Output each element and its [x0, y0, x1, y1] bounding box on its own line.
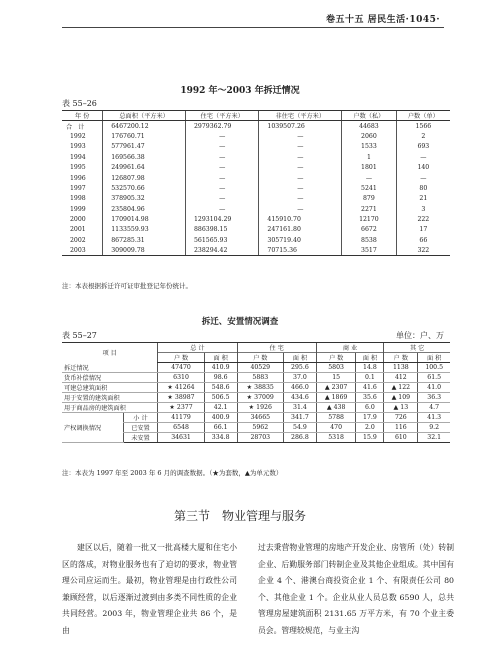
- section-number: 第三节: [173, 509, 210, 523]
- table2-item-header: 项 目: [62, 343, 158, 363]
- table2-value-cell: 506.5: [204, 392, 237, 402]
- table2-value-cell: 41.3: [418, 412, 450, 422]
- table1-value-cell: 21: [396, 194, 450, 204]
- table2-value-cell: 42.1: [204, 402, 237, 412]
- table2-value-cell: 5788: [316, 412, 356, 422]
- table1-value-cell: 17: [396, 225, 450, 235]
- table1-year-cell: 1997: [70, 184, 86, 192]
- table2-value-cell: 40529: [237, 363, 283, 373]
- table2-value-cell: 66.1: [204, 422, 237, 432]
- table2-value-cell: 28703: [237, 432, 283, 442]
- table2-sub-header: 户 数: [237, 353, 283, 363]
- table2-value-cell: 14.8: [356, 363, 384, 373]
- table1-value-cell: 561565.93: [185, 235, 258, 245]
- table1-value-cell: —: [259, 131, 342, 141]
- table2-row: [62, 402, 450, 412]
- table2-value-cell: 116: [384, 422, 418, 432]
- table1-value-cell: 886398.15: [185, 225, 258, 235]
- table2-value-cell: 100.5: [418, 363, 450, 373]
- table2-value-cell: 61.5: [418, 372, 450, 382]
- table2-value-cell: 34631: [158, 432, 204, 442]
- table2-value-cell: 41.6: [356, 382, 384, 392]
- table2-note: 注：本表为 1997 年至 2003 年 6 月的调查数据。（★为套数，▲为单元数）: [62, 469, 283, 477]
- table2-value-cell: 5803: [316, 363, 356, 373]
- table2-value-cell: 286.8: [284, 432, 317, 442]
- table2-row-label: 拆迁情况: [62, 363, 158, 373]
- table2-value-cell: ★ 37009: [237, 392, 283, 402]
- table1-row: [62, 173, 450, 183]
- table2-sub-header: 面 积: [284, 353, 317, 363]
- table1-year-cell: 1998: [70, 195, 86, 203]
- table1-value-cell: 322: [396, 246, 450, 256]
- table2-row: [62, 372, 450, 382]
- table2-value-cell: 2.0: [356, 422, 384, 432]
- table1-column-header: 年 份: [62, 111, 103, 121]
- table1-total-row: [62, 121, 450, 131]
- table2-value-cell: ▲ 122: [384, 382, 418, 392]
- table1-value-cell: 577961.47: [103, 142, 186, 152]
- table2-value-cell: 334.8: [204, 432, 237, 442]
- table1-value-cell: 1709014.98: [103, 214, 186, 224]
- resettlement-table: [62, 342, 450, 443]
- table2-group-label: 产权调换情况: [62, 412, 123, 442]
- table2-value-cell: 6.0: [356, 402, 384, 412]
- demolition-table: [62, 110, 450, 256]
- table1-value-cell: 2: [396, 131, 450, 141]
- table1-value-cell: —: [259, 152, 342, 162]
- table1-value-cell: 1533: [342, 142, 397, 152]
- table1-row: [62, 225, 450, 235]
- table1-row: [62, 152, 450, 162]
- table1-row: [62, 194, 450, 204]
- table1-value-cell: 249961.64: [103, 162, 186, 172]
- table1-year-cell: 1992: [70, 132, 86, 140]
- table1-value-cell: 693: [396, 142, 450, 152]
- table1-value-cell: —: [185, 142, 258, 152]
- table2-row-label: 可建总建筑面积: [62, 382, 158, 392]
- table2-value-cell: 17.9: [356, 412, 384, 422]
- table2-value-cell: ▲ 1869: [316, 392, 356, 402]
- table2-value-cell: 36.3: [418, 392, 450, 402]
- table1-value-cell: 3517: [342, 246, 397, 256]
- table1-value-cell: 2979362.79: [185, 121, 258, 131]
- section-title: 物业管理与服务: [222, 509, 307, 523]
- table1-value-cell: 176760.71: [103, 131, 186, 141]
- table2-value-cell: 6548: [158, 422, 204, 432]
- table2-value-cell: 726: [384, 412, 418, 422]
- table2-value-cell: 54.9: [284, 422, 317, 432]
- table1-year-cell: 1993: [70, 143, 86, 151]
- table2-value-cell: 15: [316, 372, 356, 382]
- table1-value-cell: —: [185, 131, 258, 141]
- table1-value-cell: 66: [396, 235, 450, 245]
- table1-column-header: 非住宅（平方米）: [259, 111, 342, 121]
- table1-value-cell: 1039507.26: [259, 121, 342, 131]
- table1-value-cell: 3: [396, 204, 450, 214]
- table2-group-header: 住 宅: [237, 343, 316, 353]
- table1-value-cell: —: [259, 183, 342, 193]
- table2-value-cell: 6310: [158, 372, 204, 382]
- table1-value-cell: —: [185, 204, 258, 214]
- table2-value-cell: 400.9: [204, 412, 237, 422]
- table2-sub-header: 户 数: [158, 353, 204, 363]
- table1-year-cell: 2002: [70, 236, 86, 244]
- table1-value-cell: 235804.96: [103, 204, 186, 214]
- table2-value-cell: 4.7: [418, 402, 450, 412]
- table1-row: [62, 162, 450, 172]
- table2-value-cell: 0.1: [356, 372, 384, 382]
- table2-value-cell: 470: [316, 422, 356, 432]
- table1-column-header: 住宅（平方米）: [185, 111, 258, 121]
- table1-value-cell: 867285.31: [103, 235, 186, 245]
- table2-value-cell: 37.0: [284, 372, 317, 382]
- table1-value-cell: 247161.80: [259, 225, 342, 235]
- table2-number: 表 55–27: [62, 331, 97, 340]
- table1-value-cell: —: [185, 152, 258, 162]
- table1-value-cell: 222: [396, 214, 450, 224]
- table2-row: [62, 412, 450, 422]
- table2-value-cell: 5883: [237, 372, 283, 382]
- table2-value-cell: ▲ 438: [316, 402, 356, 412]
- table1-value-cell: 1566: [396, 121, 450, 131]
- table2-sub-label: 小 计: [123, 412, 158, 422]
- table1-value-cell: 8538: [342, 235, 397, 245]
- table1-row: [62, 183, 450, 193]
- table1-value-cell: —: [185, 162, 258, 172]
- table1-value-cell: 1801: [342, 162, 397, 172]
- table2-value-cell: 412: [384, 372, 418, 382]
- table2-value-cell: ★ 41264: [158, 382, 204, 392]
- table1-value-cell: —: [259, 204, 342, 214]
- table1-value-cell: 44683: [342, 121, 397, 131]
- table1-value-cell: 415910.70: [259, 214, 342, 224]
- table1-year-cell: 合 计: [66, 123, 87, 131]
- table2-value-cell: 5318: [316, 432, 356, 442]
- table2-value-cell: 341.7: [284, 412, 317, 422]
- table1-value-cell: 1293104.29: [185, 214, 258, 224]
- table2-value-cell: 41179: [158, 412, 204, 422]
- table2-value-cell: ★ 38835: [237, 382, 283, 392]
- table2-value-cell: 610: [384, 432, 418, 442]
- table2-sub-header: 面 积: [418, 353, 450, 363]
- table2-value-cell: 434.6: [284, 392, 317, 402]
- table1-value-cell: 70715.36: [259, 246, 342, 256]
- table1-value-cell: 238294.42: [185, 246, 258, 256]
- table1-value-cell: 1: [342, 152, 397, 162]
- table1-value-cell: 12170: [342, 214, 397, 224]
- table1-row: [62, 131, 450, 141]
- table2-value-cell: 9.2: [418, 422, 450, 432]
- table2-value-cell: 410.9: [204, 363, 237, 373]
- table1-value-cell: —: [185, 173, 258, 183]
- body-text-left: 建区以后，随着一批又一批高楼大厦和住宅小区的落成，对物业服务也有了迫切的要求，物业管理公司应运而生。最初，物业管理是由行政性公司兼顾经营，以后逐渐过渡到由多类不同性质的企业共同经营。2003 年，物业管理企业共 86 个，是由: [62, 543, 237, 635]
- table2-group-header-row: [62, 343, 450, 353]
- section-heading: [0, 507, 480, 524]
- table1-column-header: 总面积（平方米）: [103, 111, 186, 121]
- table1-year-cell: 2003: [62, 246, 103, 256]
- table2-group-header: 总 计: [158, 343, 237, 353]
- table1-row: [62, 246, 450, 256]
- table2-value-cell: ★ 38987: [158, 392, 204, 402]
- table1-value-cell: —: [342, 173, 397, 183]
- table2-value-cell: 5962: [237, 422, 283, 432]
- table1-year-cell: 1994: [70, 153, 86, 161]
- table1-value-cell: 378905.32: [103, 194, 186, 204]
- table1-note: 注：本表根据拆迁许可证审批登记年份统计。: [62, 282, 192, 290]
- table2-value-cell: 47470: [158, 363, 204, 373]
- table2-sub-header: 面 积: [204, 353, 237, 363]
- body-text-right: 过去秉营物业管理的房地产开发企业、房管所（处）转制企业、后勤服务部门转制企业及其他企业组成。其中国有企业 4 个、港澳台商投资企业 1 个、有限责任公司 80 个、其他企业 1 个。企业从业人员总数 6590 人，总共管理房屋建筑面积 2131.65 万平方米，有 70 个业主委员会。管理较规范，与业主沟: [258, 543, 454, 635]
- table1-year-cell: 1996: [70, 174, 86, 182]
- table2-value-cell: 41.0: [418, 382, 450, 392]
- table2-value-cell: ★ 1926: [237, 402, 283, 412]
- table2-value-cell: 31.4: [284, 402, 317, 412]
- table1-value-cell: 169566.38: [103, 152, 186, 162]
- table1-value-cell: 140: [396, 162, 450, 172]
- table1-year-cell: 2000: [70, 216, 86, 224]
- table1-year-cell: 1999: [70, 205, 86, 213]
- table2-value-cell: 98.6: [204, 372, 237, 382]
- table2-value-cell: 548.6: [204, 382, 237, 392]
- table2-row: [62, 392, 450, 402]
- table2-sub-label: 已安置: [123, 422, 158, 432]
- running-head: 卷五十五 居民生活·1045·: [326, 15, 440, 25]
- table2-row-label: 用于商品房的建筑面积: [62, 402, 158, 412]
- table1-value-cell: —: [259, 173, 342, 183]
- header-rule: [62, 27, 444, 28]
- table1-row: [62, 204, 450, 214]
- table1-value-cell: 532570.66: [103, 183, 186, 193]
- table1-value-cell: 2271: [342, 204, 397, 214]
- table2-unit: 单位：户、万: [396, 331, 444, 340]
- table1-value-cell: 6467200.12: [103, 121, 186, 131]
- table2-value-cell: ▲ 13: [384, 402, 418, 412]
- table1-value-cell: —: [259, 162, 342, 172]
- table1-value-cell: 6672: [342, 225, 397, 235]
- table1-value-cell: —: [396, 173, 450, 183]
- table1-value-cell: 126807.98: [103, 173, 186, 183]
- table1-number: 表 55–26: [62, 99, 97, 108]
- table2-group-header: 商 业: [316, 343, 384, 353]
- table1-header-row: [62, 111, 450, 121]
- table1-row: [62, 142, 450, 152]
- table1-value-cell: 309009.78: [103, 246, 186, 256]
- table1-value-cell: 305719.40: [259, 235, 342, 245]
- table1-value-cell: —: [185, 183, 258, 193]
- table1-row: [62, 214, 450, 224]
- table2-value-cell: ▲ 2307: [316, 382, 356, 392]
- table2-value-cell: ★ 2377: [158, 402, 204, 412]
- table1-value-cell: —: [396, 152, 450, 162]
- table2-group-header: 其 它: [384, 343, 450, 353]
- table2-value-cell: 35.6: [356, 392, 384, 402]
- table1-value-cell: 879: [342, 194, 397, 204]
- table2-sub-label: 未安置: [123, 432, 158, 442]
- table1-value-cell: 80: [396, 183, 450, 193]
- table2-sub-header: 户 数: [384, 353, 418, 363]
- table1-value-cell: —: [185, 194, 258, 204]
- table1-value-cell: —: [259, 142, 342, 152]
- table1-column-header: 户数（私）: [342, 111, 397, 121]
- table2-row: [62, 363, 450, 373]
- table2-sub-header: 户 数: [316, 353, 356, 363]
- table1-title: 1992 年～2003 年拆迁情况: [180, 86, 300, 96]
- table2-value-cell: 1138: [384, 363, 418, 373]
- table2-row-label: 用于安置的建筑面积: [62, 392, 158, 402]
- table2-row-label: 货币补偿情况: [62, 372, 158, 382]
- table1-value-cell: 2060: [342, 131, 397, 141]
- table1-column-header: 户数（单）: [396, 111, 450, 121]
- table1-value-cell: —: [259, 194, 342, 204]
- table2-value-cell: 295.6: [284, 363, 317, 373]
- table2-value-cell: ▲ 109: [384, 392, 418, 402]
- table1-value-cell: 5241: [342, 183, 397, 193]
- table2-title: 拆迁、安置情况调查: [201, 317, 279, 327]
- table2-sub-header: 面 积: [356, 353, 384, 363]
- table2-value-cell: 466.0: [284, 382, 317, 392]
- table2-value-cell: 32.1: [418, 432, 450, 442]
- table2-value-cell: 34665: [237, 412, 283, 422]
- table1-row: [62, 235, 450, 245]
- table1-value-cell: 1133559.93: [103, 225, 186, 235]
- table1-year-cell: 2001: [70, 226, 86, 234]
- table1-year-cell: 1995: [70, 164, 86, 172]
- table2-value-cell: 15.9: [356, 432, 384, 442]
- table2-row: [62, 382, 450, 392]
